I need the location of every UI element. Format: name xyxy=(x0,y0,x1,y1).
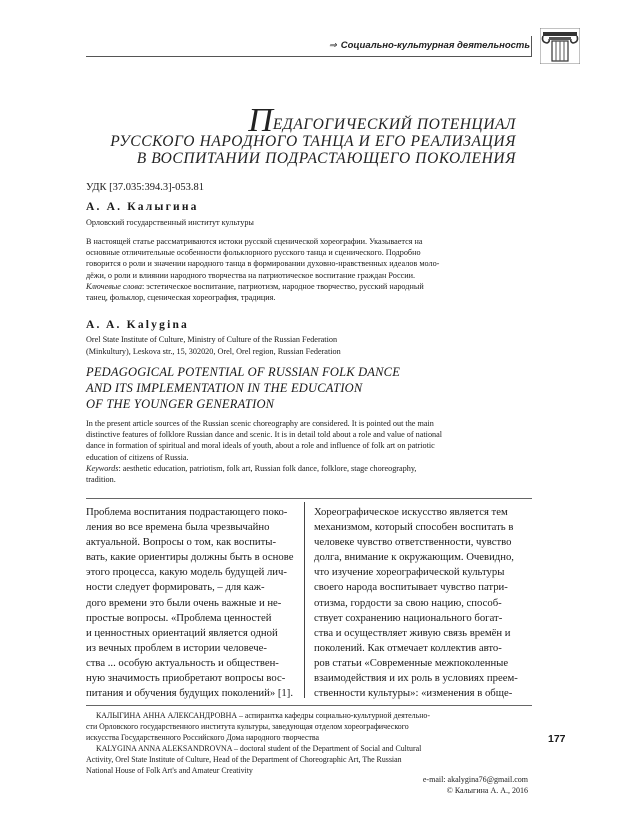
title-en-line: AND ITS IMPLEMENTATION IN THE EDUCATION xyxy=(86,381,363,395)
body-line: отизма, гордости за свою нацию, способ- xyxy=(314,596,502,609)
affiliation-en-line: Orel State Institute of Culture, Ministry of Culture of the Russian Federation xyxy=(86,335,338,344)
column-capital-icon xyxy=(540,28,580,64)
affiliation-en xyxy=(86,334,341,357)
page-number: 177 xyxy=(548,733,566,745)
abstract-ru-line: основные отличительные особенности фольклорного русского танца и сценического. Подробно xyxy=(86,248,421,258)
footnote-line: КАЛЫГИНА АННА АЛЕКСАНДРОВНА – аспирантка кафедры социально-культурной деятельно- xyxy=(96,711,431,720)
article-title-ru xyxy=(86,102,516,167)
abstract-ru-line: В настоящей статье рассматриваются истоки русской сценической хореографии. Указывается на xyxy=(86,237,423,246)
keywords-ru xyxy=(86,281,534,292)
body-column-left xyxy=(86,505,298,701)
abstract-ru-line: дёжи, о роли и влиянии народного творчества на патриотическое воспитание граждан России. xyxy=(86,270,416,280)
body-line: из вечных проблем в истории человече- xyxy=(86,641,267,654)
body-line: простые вопросы. «Проблема ценностей xyxy=(86,611,272,624)
body-line: ров статьи «Современные межпоколенные xyxy=(314,656,509,669)
section-title: Социально-культурная деятельность xyxy=(340,40,530,51)
running-header xyxy=(300,40,530,51)
arrow-icon: ⇒ xyxy=(328,40,337,51)
body-line: механизмом, который способен воспитать в xyxy=(314,521,514,534)
keywords-ru-label: Ключевые слова xyxy=(86,281,142,291)
body-line: поколений. Как отмечает коллектив авто- xyxy=(314,641,502,654)
footnote-line: искусства Государственного Российского Дома народного творчества xyxy=(86,733,320,742)
body-line: актуальной. Вопросы о том, как воспиты- xyxy=(86,536,277,549)
body-line: ности следует формировать, – для каж- xyxy=(86,581,265,594)
keywords-ru-line: танец, фольклор, сценическая хореография, традиция. xyxy=(86,293,276,303)
body-line: ную значимость приобретают вопросы вос- xyxy=(86,672,286,685)
body-line: своего народа воспитывает чувство патри- xyxy=(314,581,508,594)
footnote-ru xyxy=(86,710,526,743)
body-line: и ценностных ориентаций является одной xyxy=(86,626,278,639)
abstract-en-line: distinctive features of folklore Russian dance and scenic. It is in detail told about a role and value of national xyxy=(86,430,443,440)
author-en: A. A. Kalygina xyxy=(86,319,190,331)
title-line-1: ЕДАГОГИЧЕСКИЙ ПОТЕНЦИАЛ xyxy=(272,116,516,133)
body-line: ства и осуществляет живую связь времён и xyxy=(314,626,511,639)
body-line: Проблема воспитания подрастающего поко- xyxy=(86,506,288,518)
body-line: вать, какие ориентиры должны быть в основе xyxy=(86,551,294,564)
affiliation-en-line: (Minkultury), Leskova str., 15, 302020, Orel, Orel region, Russian Federation xyxy=(86,346,341,356)
abstract-en-line: In the present article sources of the Russian scenic choreography are considered. It is pointed out the main xyxy=(86,419,434,428)
body-line: ства ... особую актуальность и обществен- xyxy=(86,656,279,669)
body-line: ления во все времена была чрезвычайно xyxy=(86,521,270,534)
footnote-line: KALYGINA ANNA ALEKSANDROVNA – doctoral student of the Department of Social and Cultural xyxy=(96,744,422,753)
affiliation-ru: Орловский государственный институт культуры xyxy=(86,218,254,227)
abstract-ru-line: говорится о роли и значении народного танца в формировании духовно-нравственных идеалов моло- xyxy=(86,259,440,269)
body-line: человеке чувство ответственности, чувство xyxy=(314,536,512,549)
abstract-en-line: dance in formation of spiritual and moral ideals of youth, about a role and influence of folk art on patriotic xyxy=(86,441,435,451)
title-line-3: В ВОСПИТАНИИ ПОДРАСТАЮЩЕГО ПОКОЛЕНИЯ xyxy=(136,150,516,167)
author-ru: А. А. Калыгина xyxy=(86,201,199,213)
body-column-right xyxy=(314,505,532,701)
email-link[interactable]: e-mail: akalygina76@gmail.com xyxy=(422,775,528,784)
body-line: взаимодействия и их роль в условиях преем- xyxy=(314,672,518,685)
keywords-en-label: Keywords xyxy=(86,463,119,473)
body-line: долга, внимание к окружающим. Очевидно, xyxy=(314,551,514,564)
footnote-rule xyxy=(86,705,532,706)
body-line: питания и обучения будущих поколений» [1]. xyxy=(86,687,294,700)
abstract-ru xyxy=(86,236,534,303)
keywords-en-line: tradition. xyxy=(86,475,116,485)
footnote-line: сти Орловского государственного института культуры, заведующая отделом хореографического xyxy=(86,722,409,731)
footnote-en xyxy=(86,743,526,776)
title-en-line: PEDAGOGICAL POTENTIAL OF RUSSIAN FOLK DANCE xyxy=(86,365,401,379)
body-line: ствует сохранению национального богат- xyxy=(314,611,503,624)
keywords-en xyxy=(86,463,534,474)
body-line: ственности культуры»: «изменения в обще- xyxy=(314,687,513,700)
header-vertical-rule xyxy=(531,36,532,56)
article-title-en xyxy=(86,364,534,412)
title-drop-cap: П xyxy=(248,102,273,139)
title-line-2: РУССКОГО НАРОДНОГО ТАНЦА И ЕГО РЕАЛИЗАЦИЯ xyxy=(110,133,516,150)
keywords-ru-line: : эстетическое воспитание, патриотизм, народное творчество, русский народный xyxy=(141,281,424,291)
body-line: этого процесса, какую модель будущей лич- xyxy=(86,566,287,579)
header-rule xyxy=(86,56,532,57)
title-en-line: OF THE YOUNGER GENERATION xyxy=(86,397,275,411)
contact-block xyxy=(330,774,528,796)
body-line: что изучение хореографической культуры xyxy=(314,566,505,579)
copyright: © Калыгина А. А., 2016 xyxy=(446,786,528,795)
body-line: дого времени это были очень важные и не- xyxy=(86,596,282,609)
section-divider xyxy=(86,498,532,499)
keywords-en-line: : aesthetic education, patriotism, folk art, Russian folk dance, folklore, stage choreography, xyxy=(118,463,417,473)
abstract-en-line: education of citizens of Russia. xyxy=(86,452,189,462)
body-line: Хореографическое искусство является тем xyxy=(314,506,508,518)
udk-code: УДК [37.035:394.3]-053.81 xyxy=(86,182,204,193)
abstract-en xyxy=(86,418,534,485)
footnote-line: National House of Folk Art's and Amateur Creativity xyxy=(86,766,253,775)
footnote-line: Activity, Orel State Institute of Culture, Head of the Department of Choreographic Art, The Russian xyxy=(86,755,402,764)
column-divider xyxy=(304,502,305,698)
